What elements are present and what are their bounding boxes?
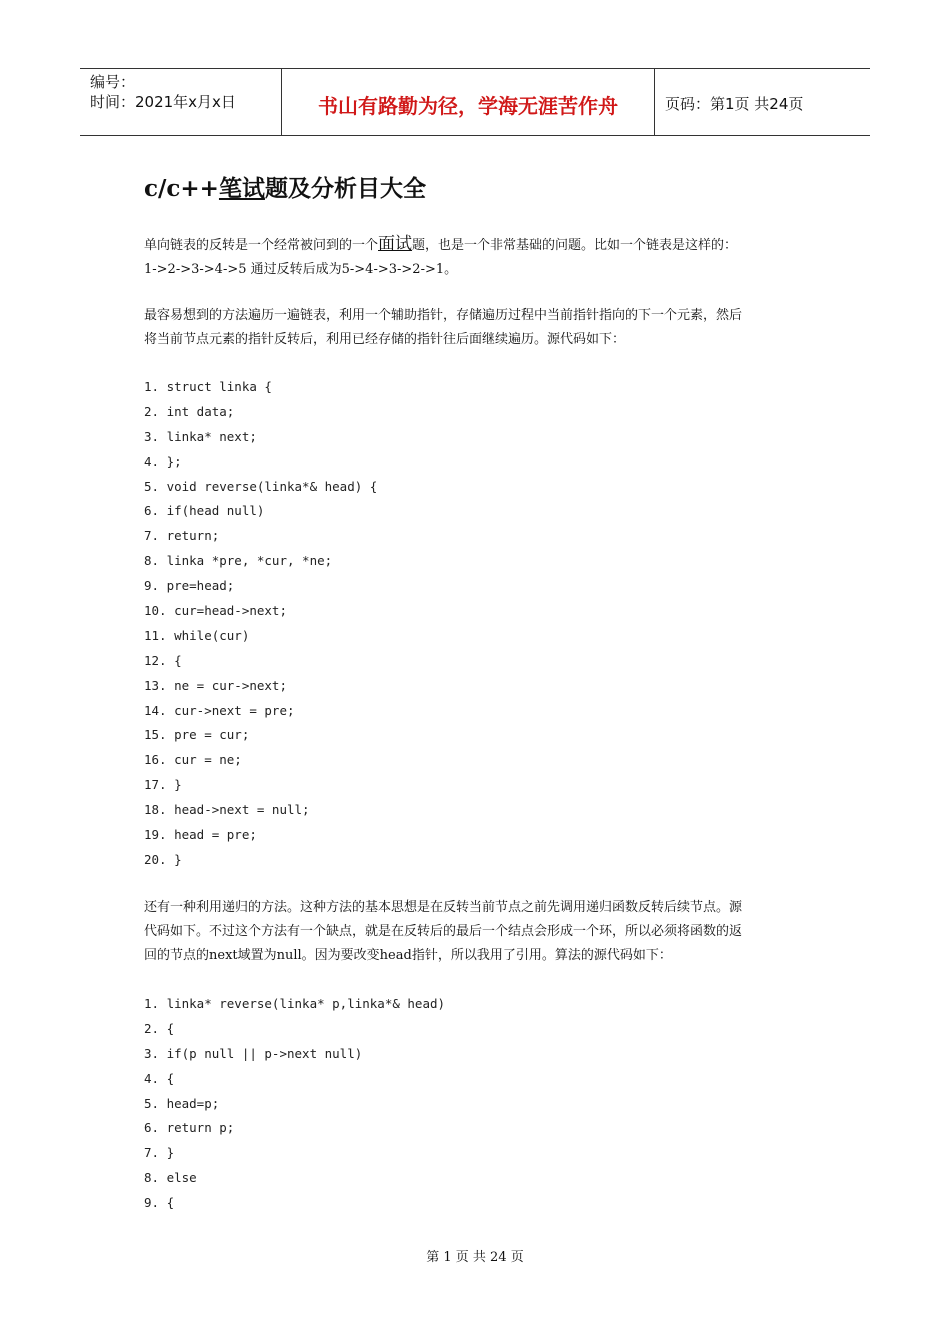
code-line: 6. return p; <box>144 1120 235 1136</box>
code-line: 4. { <box>144 1070 175 1086</box>
code-line: 16. cur = ne; <box>144 752 242 768</box>
header-bottom-rule <box>80 135 870 136</box>
intro-paragraph <box>144 232 809 282</box>
title-underlined-link[interactable]: 笔试 <box>218 175 265 202</box>
code-line: 12. { <box>144 652 182 668</box>
code-line: 19. head = pre; <box>144 827 257 843</box>
code-line: 10. cur=head->next; <box>144 603 287 619</box>
code-line: 11. while(cur) <box>144 627 250 643</box>
iterative-method-paragraph <box>144 304 809 352</box>
paragraph-line: 将当前节点元素的指针反转后，利用已经存储的指针往后面继续遍历。源代码如下： <box>144 332 626 347</box>
title-prefix: c/c++ <box>144 175 219 202</box>
code-line: 7. } <box>144 1145 175 1161</box>
code-block-iterative <box>144 375 377 873</box>
code-line: 1. struct linka { <box>144 379 272 394</box>
code-line: 18. head->next = null; <box>144 802 310 818</box>
intro-line-1 <box>144 232 809 258</box>
intro-line-1-pre: 单向链表的反转是一个经常被问到的一个 <box>144 238 379 253</box>
header-number-label: 编号： <box>90 73 136 91</box>
header-top-rule <box>80 68 870 69</box>
code-line: 9. { <box>144 1195 175 1211</box>
header-meta <box>90 72 236 112</box>
code-line: 15. pre = cur; <box>144 727 250 743</box>
header-motto: 书山有路勤为径，学海无涯苦作舟 <box>318 94 618 118</box>
code-line: 6. if(head null) <box>144 503 265 519</box>
code-line: 3. if(p null || p->next null) <box>144 1045 363 1061</box>
paragraph-line: 还有一种利用递归的方法。这种方法的基本思想是在反转当前节点之前先调用递归函数反转后续节点。源 <box>144 900 743 915</box>
code-line: 5. void reverse(linka*& head) { <box>144 478 378 494</box>
code-line: 1. linka* reverse(linka* p,linka*& head) <box>144 996 446 1011</box>
paragraph-line: 回的节点的next域置为null。因为要改变head指针，所以我用了引用。算法的源代码如下： <box>144 948 672 963</box>
code-line: 4. }; <box>144 453 182 469</box>
code-line: 14. cur->next = pre; <box>144 702 295 718</box>
code-line: 13. ne = cur->next; <box>144 677 287 693</box>
code-line: 7. return; <box>144 528 220 544</box>
paragraph-line: 代码如下。不过这个方法有一个缺点，就是在反转后的最后一个结点会形成一个环，所以必须将函数的返 <box>144 924 743 939</box>
intro-underlined-link[interactable]: 面试 <box>378 234 413 254</box>
code-line: 5. head=p; <box>144 1095 220 1111</box>
header-page-info: 页码：第1页 共24页 <box>665 95 804 113</box>
code-line: 8. else <box>144 1170 197 1186</box>
page-title <box>144 170 426 203</box>
paragraph-line: 最容易想到的方法遍历一遍链表，利用一个辅助指针，存储遍历过程中当前指针指向的下一个元素，然后 <box>144 308 743 323</box>
code-line: 2. int data; <box>144 403 235 419</box>
code-line: 20. } <box>144 851 182 867</box>
code-line: 8. linka *pre, *cur, *ne; <box>144 553 333 569</box>
code-line: 2. { <box>144 1020 175 1036</box>
intro-line-2: 1->2->3->4->5 通过反转后成为5->4->3->2->1。 <box>144 262 458 277</box>
header-divider-right <box>654 68 655 136</box>
recursive-method-paragraph <box>144 896 809 968</box>
code-line: 3. linka* next; <box>144 428 257 444</box>
intro-line-1-post: 题，也是一个非常基础的问题。比如一个链表是这样的： <box>412 238 738 253</box>
code-block-recursive <box>144 992 445 1216</box>
code-line: 17. } <box>144 777 182 793</box>
header-time-label: 时间：2021年x月x日 <box>90 93 236 111</box>
code-line: 9. pre=head; <box>144 578 235 594</box>
page-footer: 第 1 页 共 24 页 <box>426 1250 524 1265</box>
title-suffix: 题及分析目大全 <box>264 175 426 202</box>
